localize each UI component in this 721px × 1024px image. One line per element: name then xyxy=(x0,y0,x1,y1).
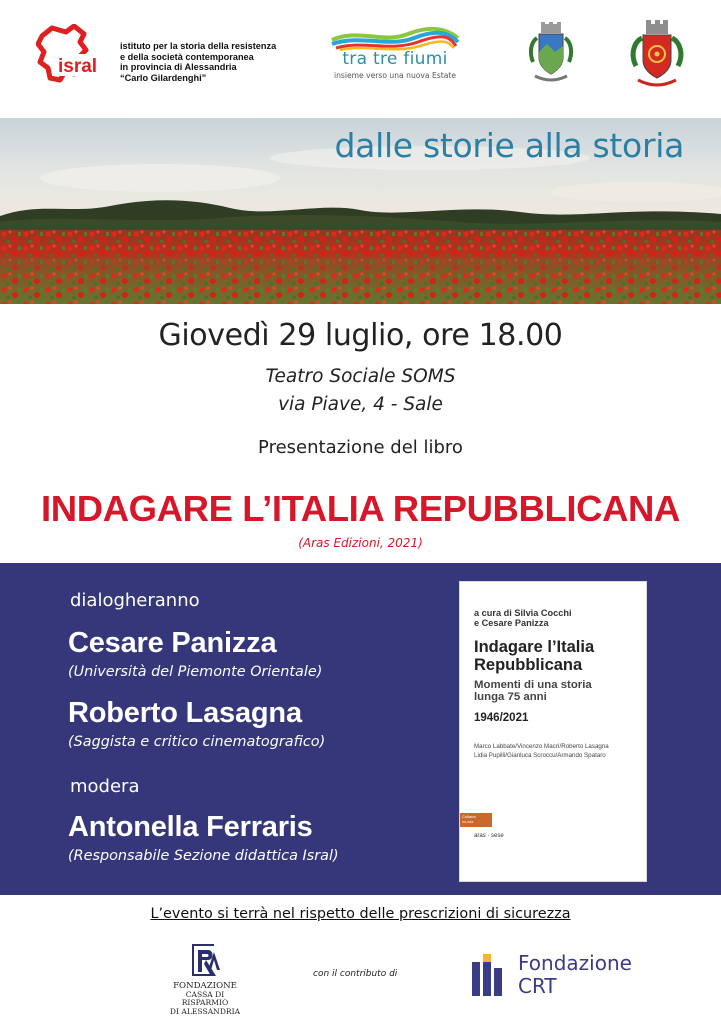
speaker-name: Cesare Panizza xyxy=(68,627,277,659)
isral-description xyxy=(120,41,320,83)
cover-authors-line: Marco Labbate/Vincenzo Macrì/Roberto Lasagna xyxy=(474,743,609,750)
fondazione-cra-logo-icon xyxy=(184,942,224,980)
isral-logo-text: isral xyxy=(58,56,98,77)
isral-line: “Carlo Gilardenghi” xyxy=(120,72,207,83)
event-date: Giovedì 29 luglio, ore 18.00 xyxy=(158,318,563,353)
cover-editors-line: a cura di Silvia Cocchi xyxy=(474,608,572,618)
banner-photo xyxy=(0,118,721,304)
cover-series-tab xyxy=(460,813,492,827)
cover-title xyxy=(474,638,594,674)
fondazione-crt-logo-icon xyxy=(470,952,510,998)
banner-title: dalle storie alla storia xyxy=(334,126,684,165)
cover-subtitle xyxy=(474,679,592,703)
cover-subtitle-line: lunga 75 anni xyxy=(474,691,547,703)
cover-series-line: Collana xyxy=(462,814,476,819)
header-logos xyxy=(0,0,721,118)
event-address: via Piave, 4 - Sale xyxy=(278,394,443,415)
isral-logo-icon xyxy=(36,24,118,86)
cover-editors xyxy=(474,608,572,629)
book-cover-image xyxy=(460,582,646,881)
speaker-role: (Saggista e critico cinematografico) xyxy=(68,734,326,750)
crt-line: CRT xyxy=(518,974,557,998)
isral-line: istituto per la storia della resistenza xyxy=(120,41,277,51)
tra-tre-fiumi-title: tra tre fiumi xyxy=(342,49,448,69)
cover-title-line: Repubblicana xyxy=(474,656,583,674)
cover-authors xyxy=(474,742,609,760)
fcr-line: DI ALESSANDRIA xyxy=(169,1006,241,1016)
municipal-crest-red-icon xyxy=(630,20,684,90)
cover-authors-line: Lidia Pupilli/Gianluca Scroccu/Armando Spataro xyxy=(474,752,606,759)
speaker-name: Roberto Lasagna xyxy=(68,697,302,729)
municipal-crest-icon xyxy=(527,22,575,88)
cover-subtitle-line: Momenti di una storia xyxy=(474,679,592,691)
moderator-role: (Responsabile Sezione didattica Isral) xyxy=(68,848,339,864)
fondazione-crt-name xyxy=(518,952,632,998)
cover-publisher: aras · sese xyxy=(474,833,504,839)
event-venue: Teatro Sociale SOMS xyxy=(265,366,456,387)
book-publisher: (Aras Edizioni, 2021) xyxy=(298,536,423,550)
cover-series-line: xx-xxx xyxy=(462,818,474,824)
fondazione-cra-name xyxy=(164,982,246,1016)
cover-editors-line: e Cesare Panizza xyxy=(474,618,549,629)
fcr-line: CASSA DI RISPARMIO xyxy=(181,989,229,1008)
moderator-label: modera xyxy=(70,776,140,797)
contribution-label: con il contributo di xyxy=(313,969,398,979)
presentation-label: Presentazione del libro xyxy=(258,437,463,458)
cover-years: 1946/2021 xyxy=(474,712,529,724)
fcr-line: FONDAZIONE xyxy=(173,981,237,991)
speaker-role: (Università del Piemonte Orientale) xyxy=(68,664,323,680)
isral-line: in provincia di Alessandria xyxy=(120,62,237,73)
safety-notice: L’evento si terrà nel rispetto delle prescrizioni di sicurezza xyxy=(150,906,571,922)
cover-series-text xyxy=(462,815,476,824)
book-title: INDAGARE L’ITALIA REPUBBLICANA xyxy=(41,488,680,529)
cover-title-line: Indagare l’Italia xyxy=(474,638,595,656)
tra-tre-fiumi-subtitle: insieme verso una nuova Estate xyxy=(333,71,456,80)
moderator-name: Antonella Ferraris xyxy=(68,811,313,843)
dialogue-label: dialogheranno xyxy=(70,590,200,611)
crt-line: Fondazione xyxy=(518,951,632,975)
isral-line: e della società contemporanea xyxy=(120,51,254,62)
